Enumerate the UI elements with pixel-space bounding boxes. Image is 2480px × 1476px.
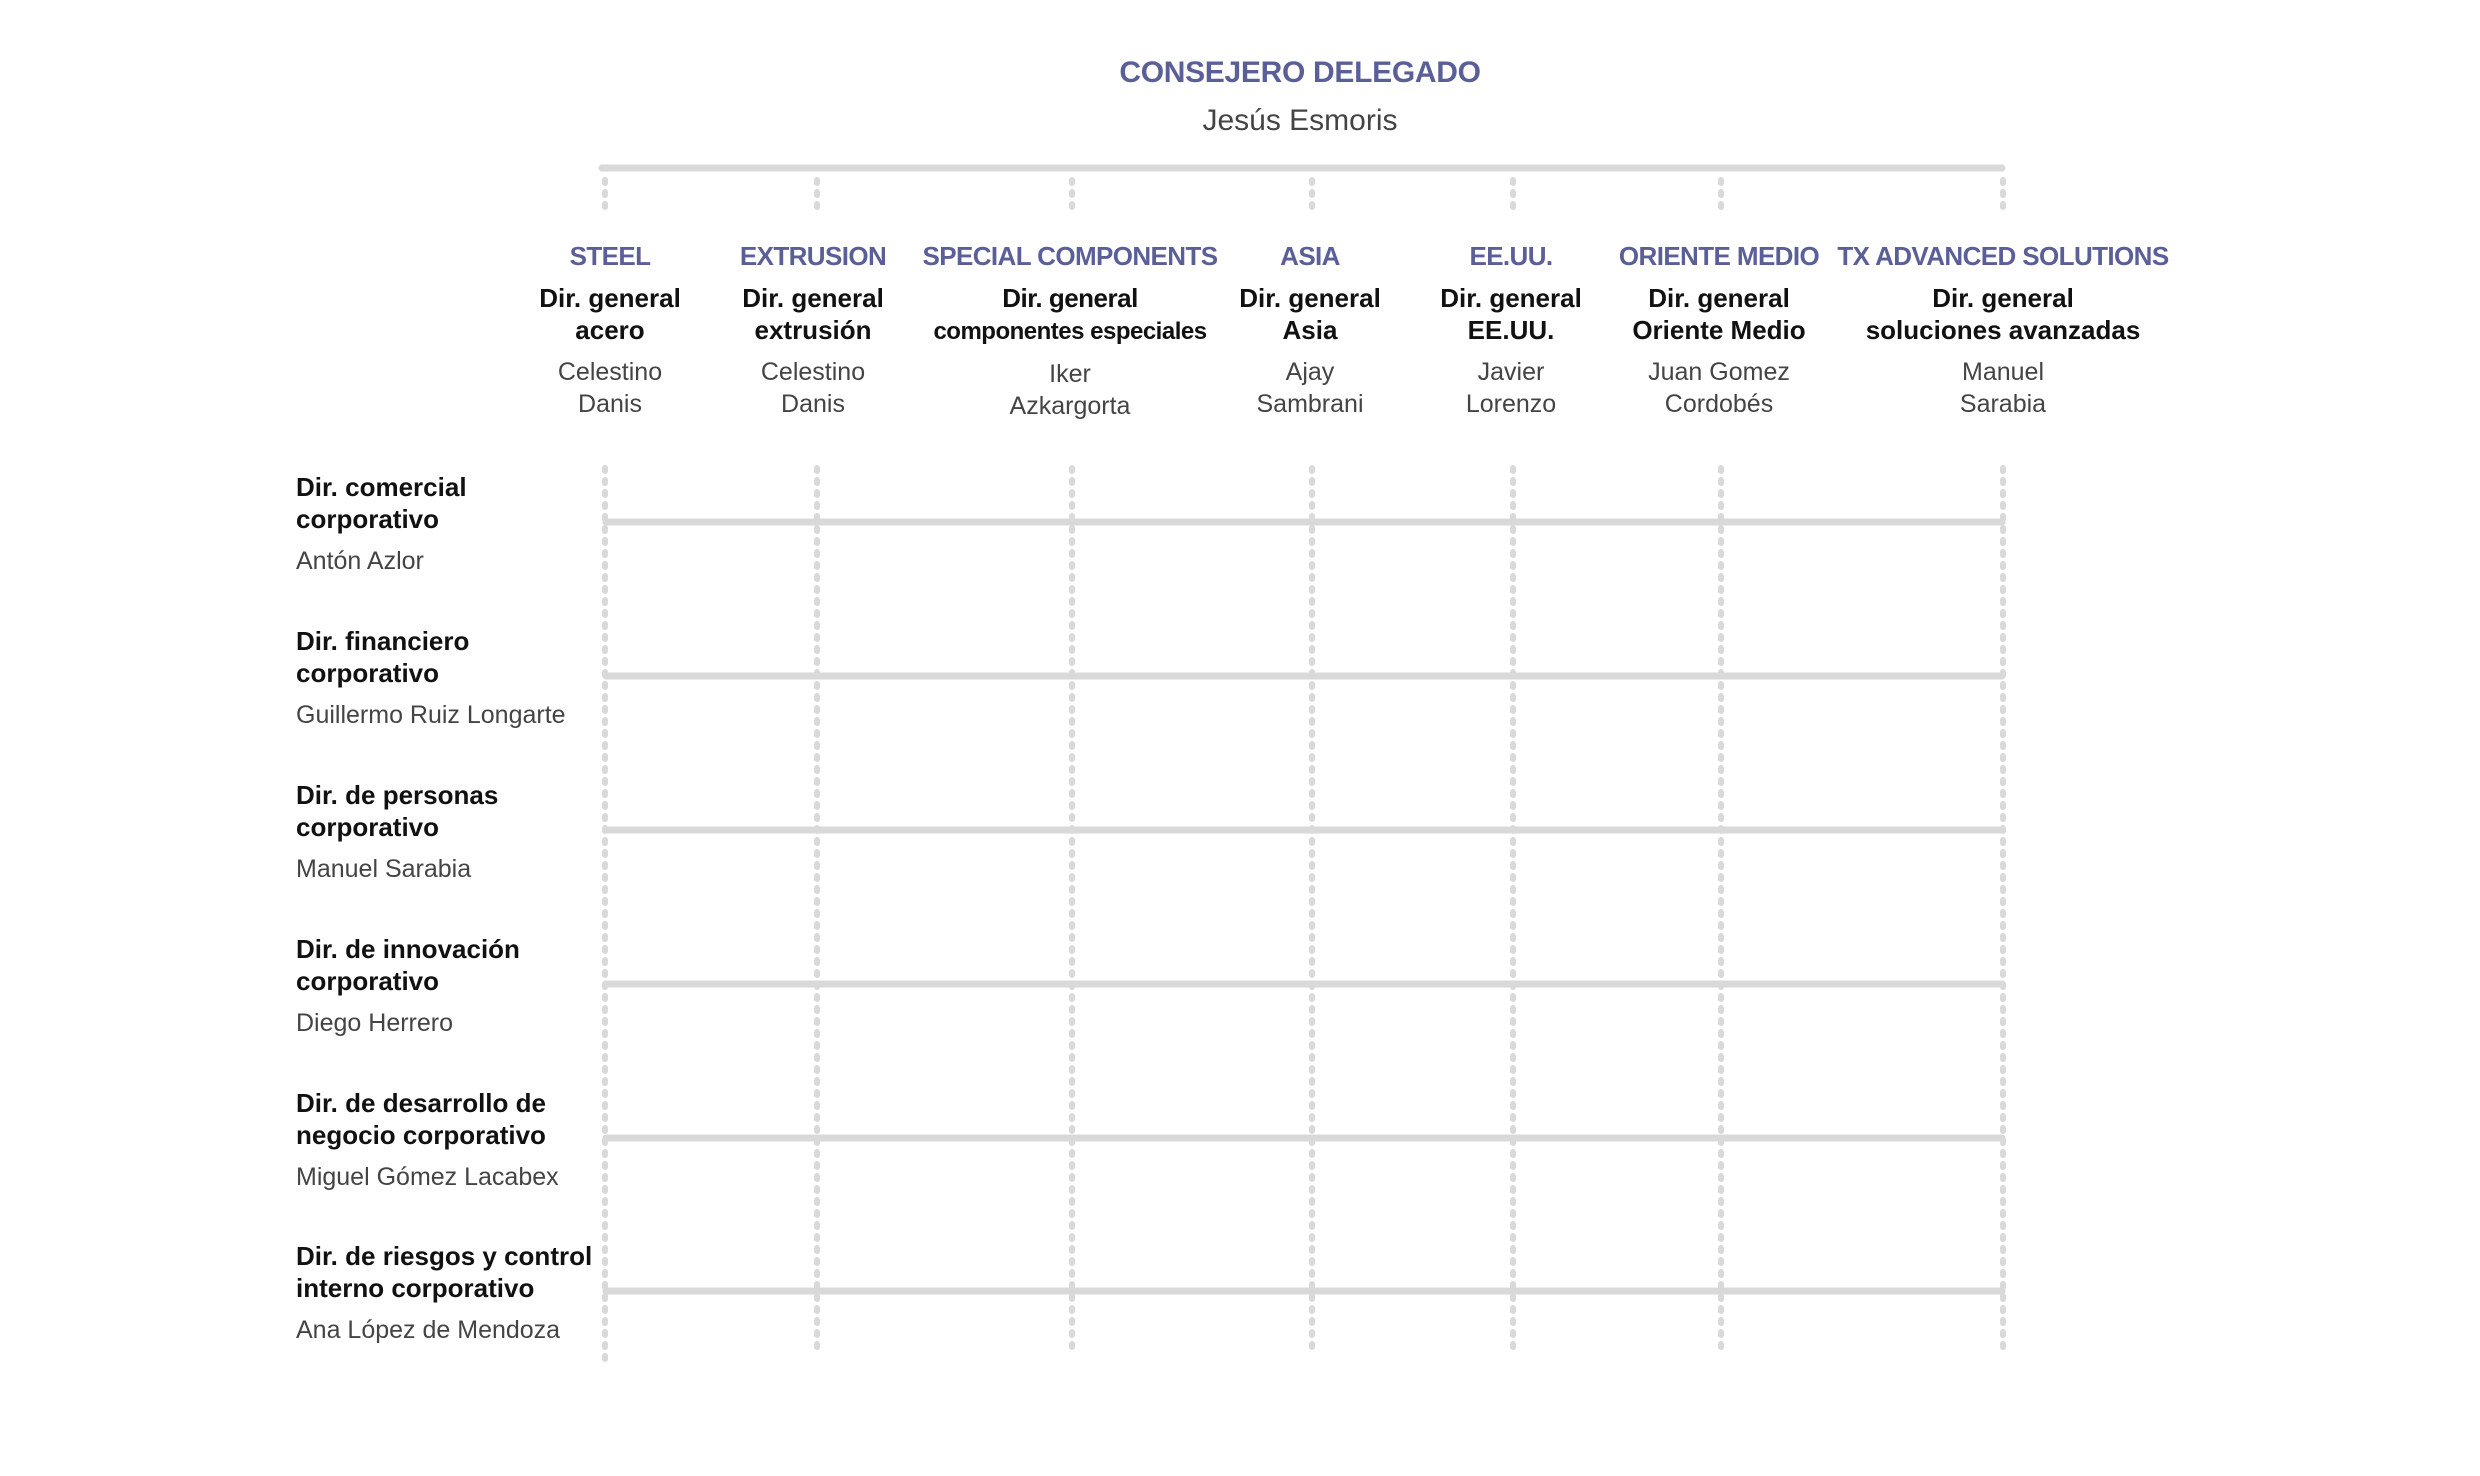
division-label: ASIA <box>1280 241 1340 271</box>
division-label: TX ADVANCED SOLUTIONS <box>1837 241 2169 271</box>
division-person: Juan Gomez Cordobés <box>1648 358 1790 418</box>
ceo-title: CONSEJERO DELEGADO <box>1119 56 1481 89</box>
division-person: Celestino Danis <box>760 358 866 418</box>
function-desarrollo-negocio <box>296 1087 616 1193</box>
division-person: Javier Lorenzo <box>1465 358 1557 418</box>
function-person: Guillermo Ruiz Longarte <box>296 701 566 729</box>
division-role: Dir. general soluciones avanzadas <box>1865 283 2141 345</box>
division-tx-advanced-solutions <box>1823 240 2183 420</box>
division-role: Dir. general Asia <box>1239 283 1381 345</box>
function-person: Diego Herrero <box>296 1009 454 1037</box>
function-role: Dir. de desarrollo de negocio corporativo <box>296 1088 546 1150</box>
division-person: Iker Azkargorta <box>1009 360 1131 420</box>
division-role: Dir. general Oriente Medio <box>1632 283 1806 345</box>
function-personas <box>296 779 616 885</box>
function-role: Dir. de personas corporativo <box>296 780 499 842</box>
function-person: Miguel Gómez Lacabex <box>296 1163 559 1191</box>
division-label: EXTRUSION <box>739 241 887 271</box>
function-riesgos <box>296 1240 616 1346</box>
division-label: EE.UU. <box>1469 241 1553 271</box>
function-innovacion <box>296 933 616 1039</box>
division-label: STEEL <box>569 241 651 271</box>
division-role: Dir. general acero <box>539 283 681 345</box>
function-person: Ana López de Mendoza <box>296 1316 561 1344</box>
division-label: ORIENTE MEDIO <box>1618 241 1820 271</box>
division-label: SPECIAL COMPONENTS <box>922 241 1218 271</box>
function-financiero <box>296 625 616 731</box>
function-role: Dir. de innovación corporativo <box>296 934 520 996</box>
division-person: Manuel Sarabia <box>1959 358 2047 418</box>
division-role: Dir. general EE.UU. <box>1440 283 1582 345</box>
function-person: Antón Azlor <box>296 547 424 575</box>
function-person: Manuel Sarabia <box>296 855 472 883</box>
function-role: Dir. financiero corporativo <box>296 626 470 688</box>
function-role: Dir. comercial corporativo <box>296 472 467 534</box>
ceo-name: Jesús Esmoris <box>1202 104 1398 137</box>
division-role: Dir. general extrusión <box>742 283 884 345</box>
division-person: Celestino Danis <box>557 358 663 418</box>
function-role: Dir. de riesgos y control interno corporativo <box>296 1241 593 1303</box>
division-person: Ajay Sambrani <box>1256 358 1364 418</box>
division-role: Dir. general componentes especiales <box>933 283 1207 345</box>
function-comercial <box>296 471 616 577</box>
